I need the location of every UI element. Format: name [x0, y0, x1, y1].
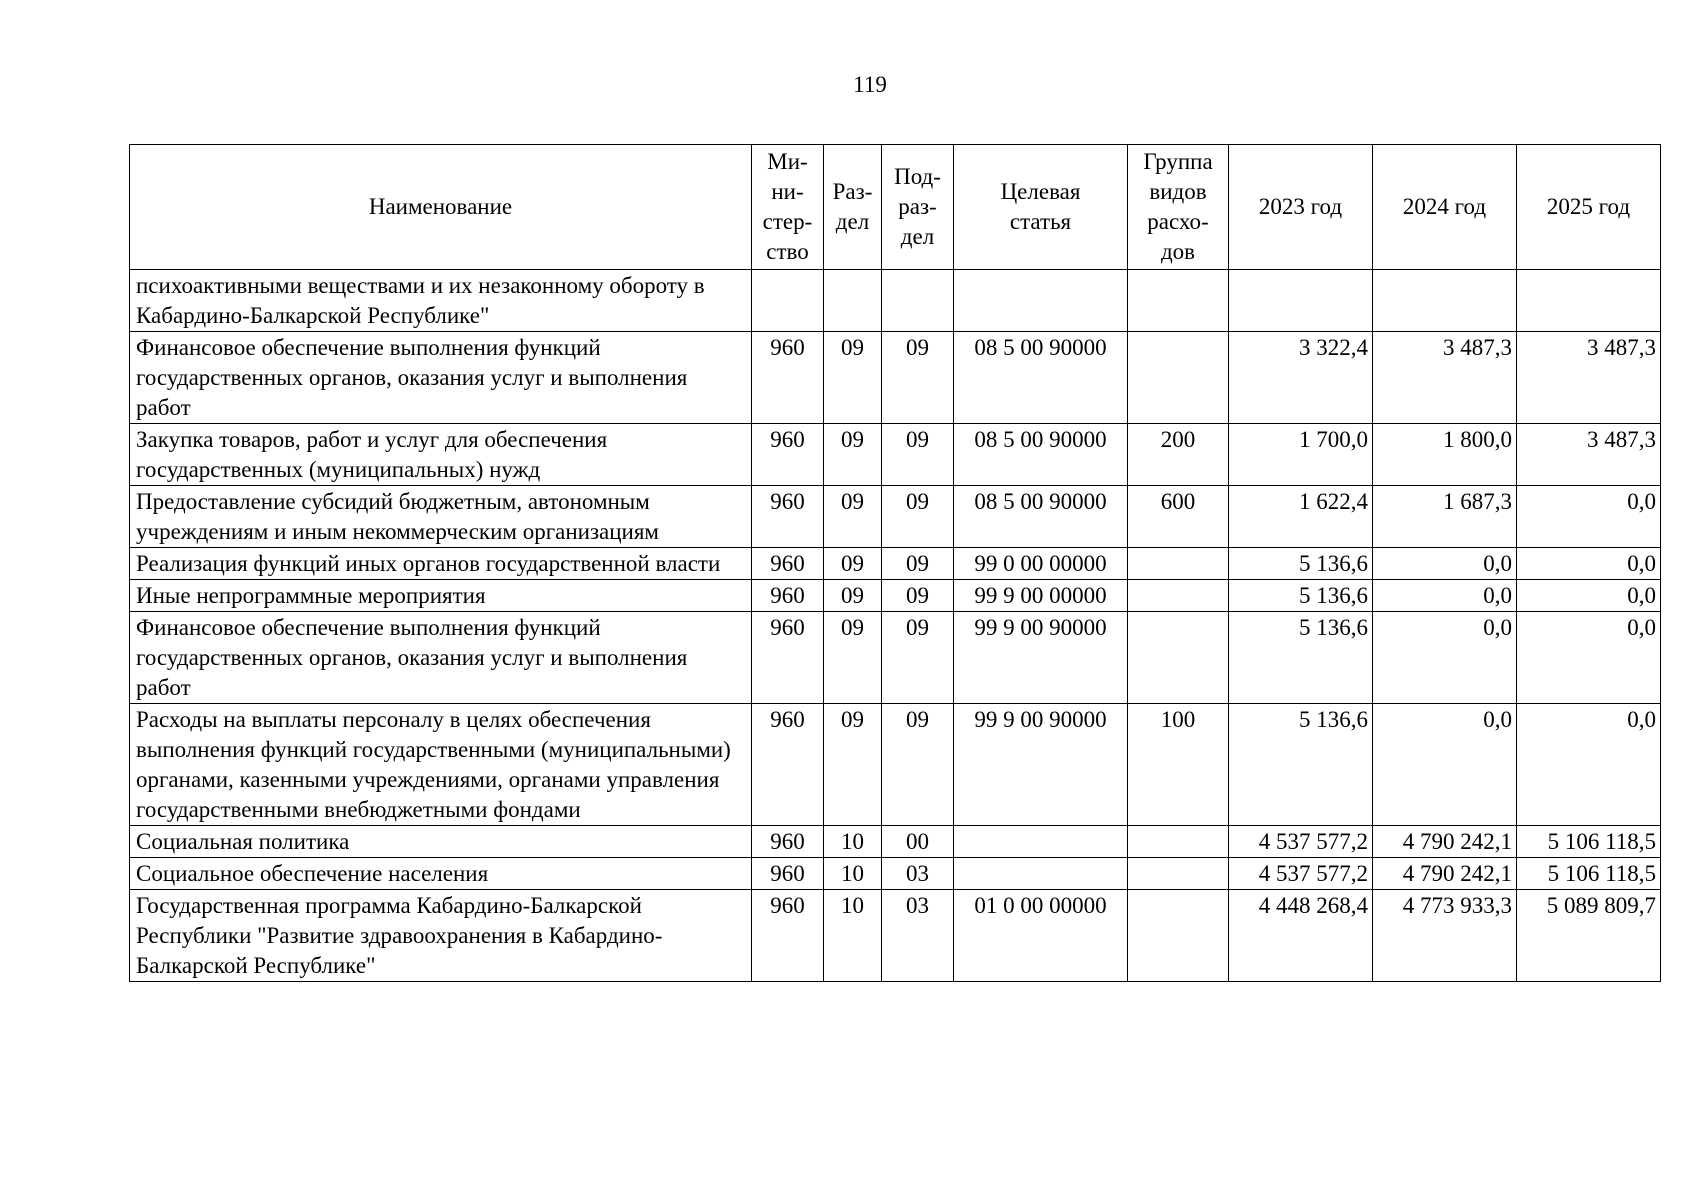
- cell-subsection: 09: [882, 612, 954, 704]
- cell-2024: 0,0: [1373, 612, 1517, 704]
- cell-group: [1128, 612, 1229, 704]
- table-row: [130, 270, 1661, 332]
- cell-section: 09: [824, 612, 882, 704]
- table-row: [130, 424, 1661, 486]
- table-row: [130, 580, 1661, 612]
- header-target-line: статья: [1009, 209, 1072, 234]
- header-target-line: Целевая: [1000, 179, 1081, 204]
- cell-ministry: 960: [752, 826, 824, 858]
- header-section: [824, 145, 882, 270]
- table-row: [130, 486, 1661, 548]
- table-row: [130, 858, 1661, 890]
- cell-target: 99 9 00 00000: [954, 580, 1128, 612]
- cell-subsection: 03: [882, 890, 954, 982]
- cell-name: Социальная политика: [130, 826, 752, 858]
- cell-2024: 3 487,3: [1373, 332, 1517, 424]
- table-row: [130, 704, 1661, 826]
- table-row: [130, 332, 1661, 424]
- header-section-line: дел: [835, 209, 870, 234]
- cell-2025: 0,0: [1517, 548, 1661, 580]
- header-subsection: [882, 145, 954, 270]
- table-row: [130, 890, 1661, 982]
- cell-group: [1128, 580, 1229, 612]
- cell-target: 08 5 00 90000: [954, 424, 1128, 486]
- table-row: [130, 612, 1661, 704]
- cell-2023: 1 622,4: [1229, 486, 1373, 548]
- cell-2025: 0,0: [1517, 704, 1661, 826]
- header-ministry-line: стер-: [762, 209, 813, 234]
- cell-name: Реализация функций иных органов государственной власти: [130, 548, 752, 580]
- cell-target: 01 0 00 00000: [954, 890, 1128, 982]
- cell-2025: [1517, 270, 1661, 332]
- cell-name: Финансовое обеспечение выполнения функций государственных органов, оказания услуг и выполнения работ: [130, 612, 752, 704]
- cell-ministry: [752, 270, 824, 332]
- header-2025: 2025 год: [1517, 145, 1661, 270]
- cell-target: [954, 826, 1128, 858]
- page-number: 119: [853, 72, 887, 97]
- cell-target: 08 5 00 90000: [954, 332, 1128, 424]
- cell-2024: 0,0: [1373, 548, 1517, 580]
- cell-subsection: 09: [882, 424, 954, 486]
- cell-subsection: [882, 270, 954, 332]
- cell-section: 09: [824, 332, 882, 424]
- cell-subsection: 09: [882, 548, 954, 580]
- cell-name: Финансовое обеспечение выполнения функций государственных органов, оказания услуг и выполнения работ: [130, 332, 752, 424]
- cell-2025: 3 487,3: [1517, 424, 1661, 486]
- cell-2023: 5 136,6: [1229, 704, 1373, 826]
- cell-2024: 0,0: [1373, 704, 1517, 826]
- cell-subsection: 00: [882, 826, 954, 858]
- cell-ministry: 960: [752, 580, 824, 612]
- cell-section: 09: [824, 704, 882, 826]
- cell-subsection: 09: [882, 486, 954, 548]
- cell-section: 10: [824, 890, 882, 982]
- cell-section: 09: [824, 486, 882, 548]
- cell-name: психоактивными веществами и их незаконному обороту в Кабардино-Балкарской Республике": [130, 270, 752, 332]
- cell-group: [1128, 826, 1229, 858]
- cell-ministry: 960: [752, 424, 824, 486]
- cell-group: [1128, 890, 1229, 982]
- cell-target: 99 9 00 90000: [954, 612, 1128, 704]
- cell-ministry: 960: [752, 548, 824, 580]
- cell-name: Предоставление субсидий бюджетным, автономным учреждениям и иным некоммерческим организациям: [130, 486, 752, 548]
- cell-target: 99 0 00 00000: [954, 548, 1128, 580]
- table-body: [130, 270, 1661, 982]
- cell-name: Социальное обеспечение населения: [130, 858, 752, 890]
- cell-section: 10: [824, 858, 882, 890]
- cell-2024: 1 687,3: [1373, 486, 1517, 548]
- cell-ministry: 960: [752, 858, 824, 890]
- cell-2023: 3 322,4: [1229, 332, 1373, 424]
- cell-name: Расходы на выплаты персоналу в целях обеспечения выполнения функций государственными (муниципальными) органами, казенными учреждениями, органами управления государственными внебюджетными фондами: [130, 704, 752, 826]
- header-2023: 2023 год: [1229, 145, 1373, 270]
- cell-2025: 5 089 809,7: [1517, 890, 1661, 982]
- header-ministry: [752, 145, 824, 270]
- cell-target: 99 9 00 90000: [954, 704, 1128, 826]
- cell-2025: 0,0: [1517, 612, 1661, 704]
- cell-2024: 4 790 242,1: [1373, 858, 1517, 890]
- cell-target: [954, 270, 1128, 332]
- cell-2023: [1229, 270, 1373, 332]
- cell-2024: [1373, 270, 1517, 332]
- cell-2023: 5 136,6: [1229, 548, 1373, 580]
- cell-2024: 1 800,0: [1373, 424, 1517, 486]
- cell-name: Закупка товаров, работ и услуг для обеспечения государственных (муниципальных) нужд: [130, 424, 752, 486]
- cell-subsection: 09: [882, 704, 954, 826]
- header-name: Наименование: [130, 145, 752, 270]
- cell-ministry: 960: [752, 612, 824, 704]
- header-subsection-line: раз-: [898, 194, 937, 219]
- cell-group: 600: [1128, 486, 1229, 548]
- cell-2023: 5 136,6: [1229, 612, 1373, 704]
- header-expense-group-line: Группа: [1143, 149, 1213, 174]
- cell-section: 10: [824, 826, 882, 858]
- cell-group: [1128, 858, 1229, 890]
- cell-2025: 3 487,3: [1517, 332, 1661, 424]
- cell-2023: 5 136,6: [1229, 580, 1373, 612]
- cell-2024: 4 773 933,3: [1373, 890, 1517, 982]
- cell-2023: 1 700,0: [1229, 424, 1373, 486]
- cell-section: 09: [824, 548, 882, 580]
- table-row: [130, 826, 1661, 858]
- header-ministry-line: ство: [766, 239, 809, 264]
- header-expense-group-line: расхо-: [1147, 209, 1209, 234]
- cell-2025: 5 106 118,5: [1517, 858, 1661, 890]
- cell-ministry: 960: [752, 332, 824, 424]
- cell-ministry: 960: [752, 704, 824, 826]
- header-ministry-line: Ми-: [767, 149, 808, 174]
- cell-target: 08 5 00 90000: [954, 486, 1128, 548]
- cell-2025: 0,0: [1517, 486, 1661, 548]
- cell-target: [954, 858, 1128, 890]
- cell-2023: 4 537 577,2: [1229, 858, 1373, 890]
- cell-name: Государственная программа Кабардино-Балкарской Республики "Развитие здравоохранения в Кабардино-Балкарской Республике": [130, 890, 752, 982]
- cell-name: Иные непрограммные мероприятия: [130, 580, 752, 612]
- cell-2025: 0,0: [1517, 580, 1661, 612]
- cell-group: 200: [1128, 424, 1229, 486]
- cell-2024: 4 790 242,1: [1373, 826, 1517, 858]
- cell-ministry: 960: [752, 890, 824, 982]
- header-row: [130, 145, 1661, 270]
- cell-section: 09: [824, 424, 882, 486]
- header-ministry-line: ни-: [771, 179, 804, 204]
- header-subsection-line: Под-: [894, 164, 941, 189]
- table-row: [130, 548, 1661, 580]
- table-header: [130, 145, 1661, 270]
- header-expense-group-line: дов: [1160, 239, 1196, 264]
- cell-subsection: 03: [882, 858, 954, 890]
- cell-group: 100: [1128, 704, 1229, 826]
- cell-subsection: 09: [882, 580, 954, 612]
- cell-2025: 5 106 118,5: [1517, 826, 1661, 858]
- cell-2023: 4 448 268,4: [1229, 890, 1373, 982]
- cell-group: [1128, 270, 1229, 332]
- cell-group: [1128, 332, 1229, 424]
- header-expense-group: [1128, 145, 1229, 270]
- header-2024: 2024 год: [1373, 145, 1517, 270]
- budget-table: [129, 144, 1661, 982]
- cell-subsection: 09: [882, 332, 954, 424]
- header-target: [954, 145, 1128, 270]
- header-section-line: Раз-: [832, 179, 873, 204]
- cell-section: [824, 270, 882, 332]
- cell-ministry: 960: [752, 486, 824, 548]
- header-expense-group-line: видов: [1149, 179, 1207, 204]
- header-subsection-line: дел: [900, 224, 935, 249]
- cell-group: [1128, 548, 1229, 580]
- cell-section: 09: [824, 580, 882, 612]
- cell-2023: 4 537 577,2: [1229, 826, 1373, 858]
- cell-2024: 0,0: [1373, 580, 1517, 612]
